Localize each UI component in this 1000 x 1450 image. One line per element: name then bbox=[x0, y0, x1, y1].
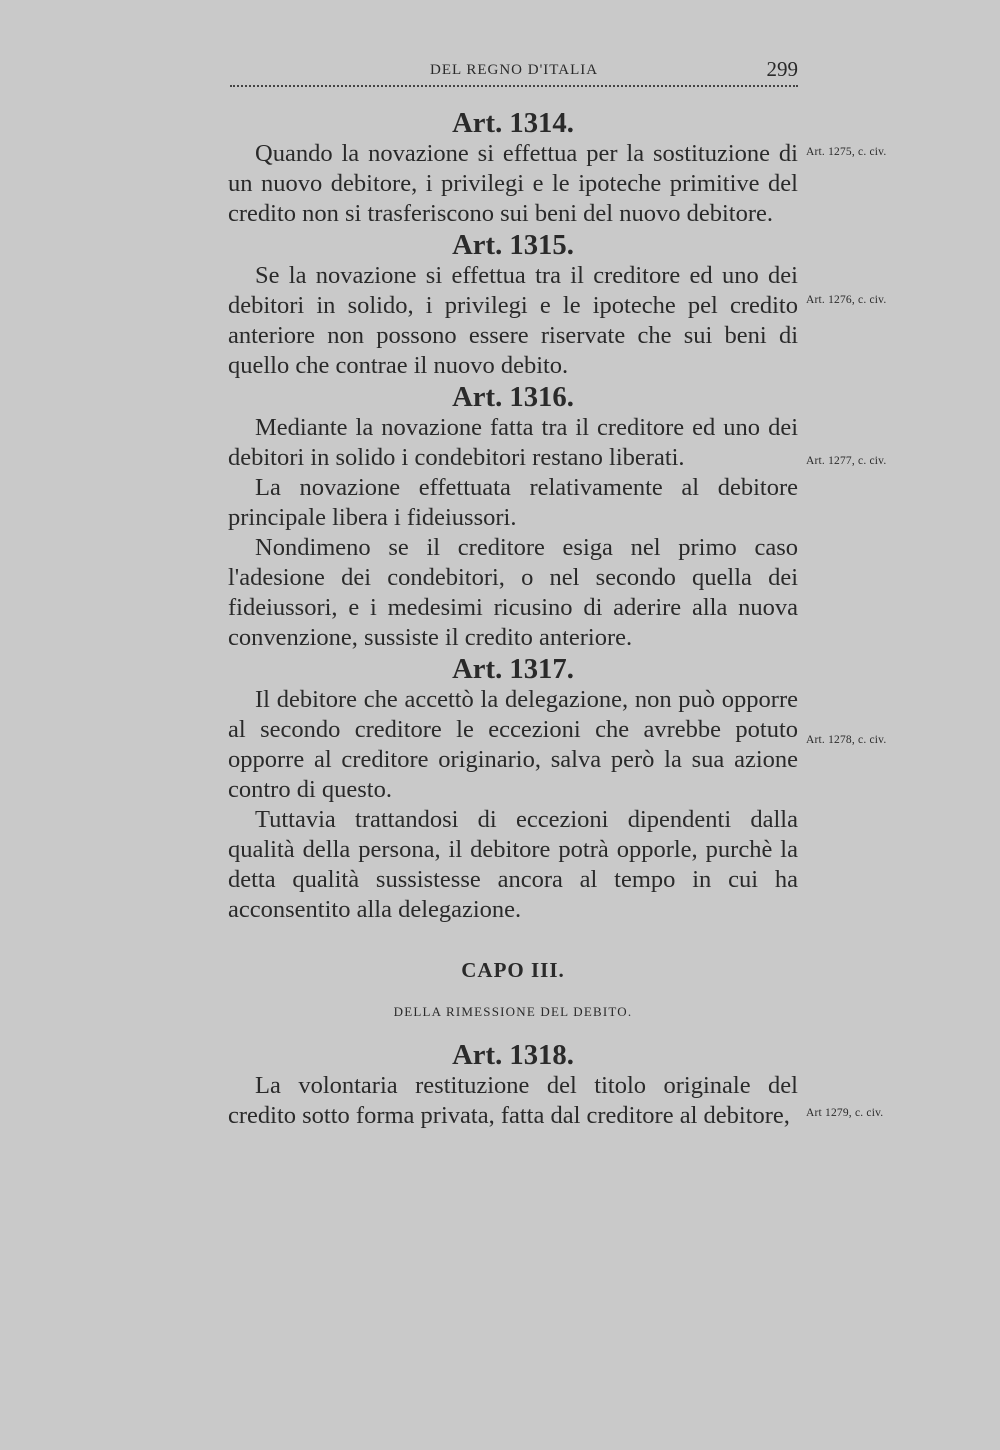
running-head bbox=[230, 57, 798, 86]
article-paragraph: Il debitore che accettò la delegazione, non può opporre al secondo creditore le eccezioni che avrebbe potuto opporre al creditore originario, salva però la sua azione contro di questo. bbox=[228, 686, 798, 803]
header-rule bbox=[230, 85, 798, 87]
article-paragraph: Mediante la novazione fatta tra il creditore ed uno dei debitori in solido i condebitori restano liberati. bbox=[228, 414, 798, 471]
margin-note-1318: Art 1279, c. civ. bbox=[806, 1107, 884, 1119]
article-paragraph: La volontaria restituzione del titolo originale del credito sotto forma privata, fatta dal creditore al debitore, bbox=[228, 1072, 798, 1129]
article-1318 bbox=[228, 1039, 798, 1131]
article-1316 bbox=[228, 381, 798, 653]
chapter-subtitle: DELLA RIMESSIONE DEL DEBITO. bbox=[393, 1004, 633, 1019]
page-number: 299 bbox=[766, 57, 798, 81]
article-heading: Art. 1315. bbox=[452, 229, 574, 261]
body-text bbox=[228, 107, 798, 1131]
article-paragraph: Tuttavia trattandosi di eccezioni dipendenti dalla qualità della persona, il debitore potrà opporle, purchè la detta qualità sussistesse ancora al tempo in cui ha acconsentito alla delegazione. bbox=[228, 806, 798, 923]
chapter-title: CAPO III. bbox=[461, 958, 565, 982]
article-heading: Art. 1317. bbox=[452, 653, 574, 685]
margin-note-1314: Art. 1275, c. civ. bbox=[806, 146, 887, 158]
article-paragraph: La novazione effettuata relativamente al debitore principale libera i fideiussori. bbox=[228, 474, 798, 531]
article-1314 bbox=[228, 107, 798, 229]
margin-note-1317: Art. 1278, c. civ. bbox=[806, 734, 887, 746]
article-paragraph: Nondimeno se il creditore esiga nel primo caso l'adesione dei condebitori, o nel secondo quella dei fideiussori, e i medesimi ricusino di aderire alla nuova convenzione, sussiste il credito anteriore. bbox=[228, 534, 798, 651]
running-title: DEL REGNO D'ITALIA bbox=[430, 62, 599, 78]
article-paragraph: Se la novazione si effettua tra il creditore ed uno dei debitori in solido, i privilegi e le ipoteche pel credito anteriore non possono essere riservate che sui beni di quello che contrae il nuovo debito. bbox=[228, 262, 798, 379]
article-heading: Art. 1314. bbox=[452, 107, 574, 139]
margin-note-1315: Art. 1276, c. civ. bbox=[806, 294, 887, 306]
article-heading: Art. 1318. bbox=[452, 1039, 574, 1071]
article-1315 bbox=[228, 229, 798, 381]
article-heading: Art. 1316. bbox=[452, 381, 574, 413]
margin-note-1316: Art. 1277, c. civ. bbox=[806, 455, 887, 467]
article-paragraph: Quando la novazione si effettua per la sostituzione di un nuovo debitore, i privilegi e le ipoteche primitive del credito non si trasferiscono sui beni del nuovo debitore. bbox=[228, 140, 798, 227]
article-1317 bbox=[228, 653, 798, 925]
